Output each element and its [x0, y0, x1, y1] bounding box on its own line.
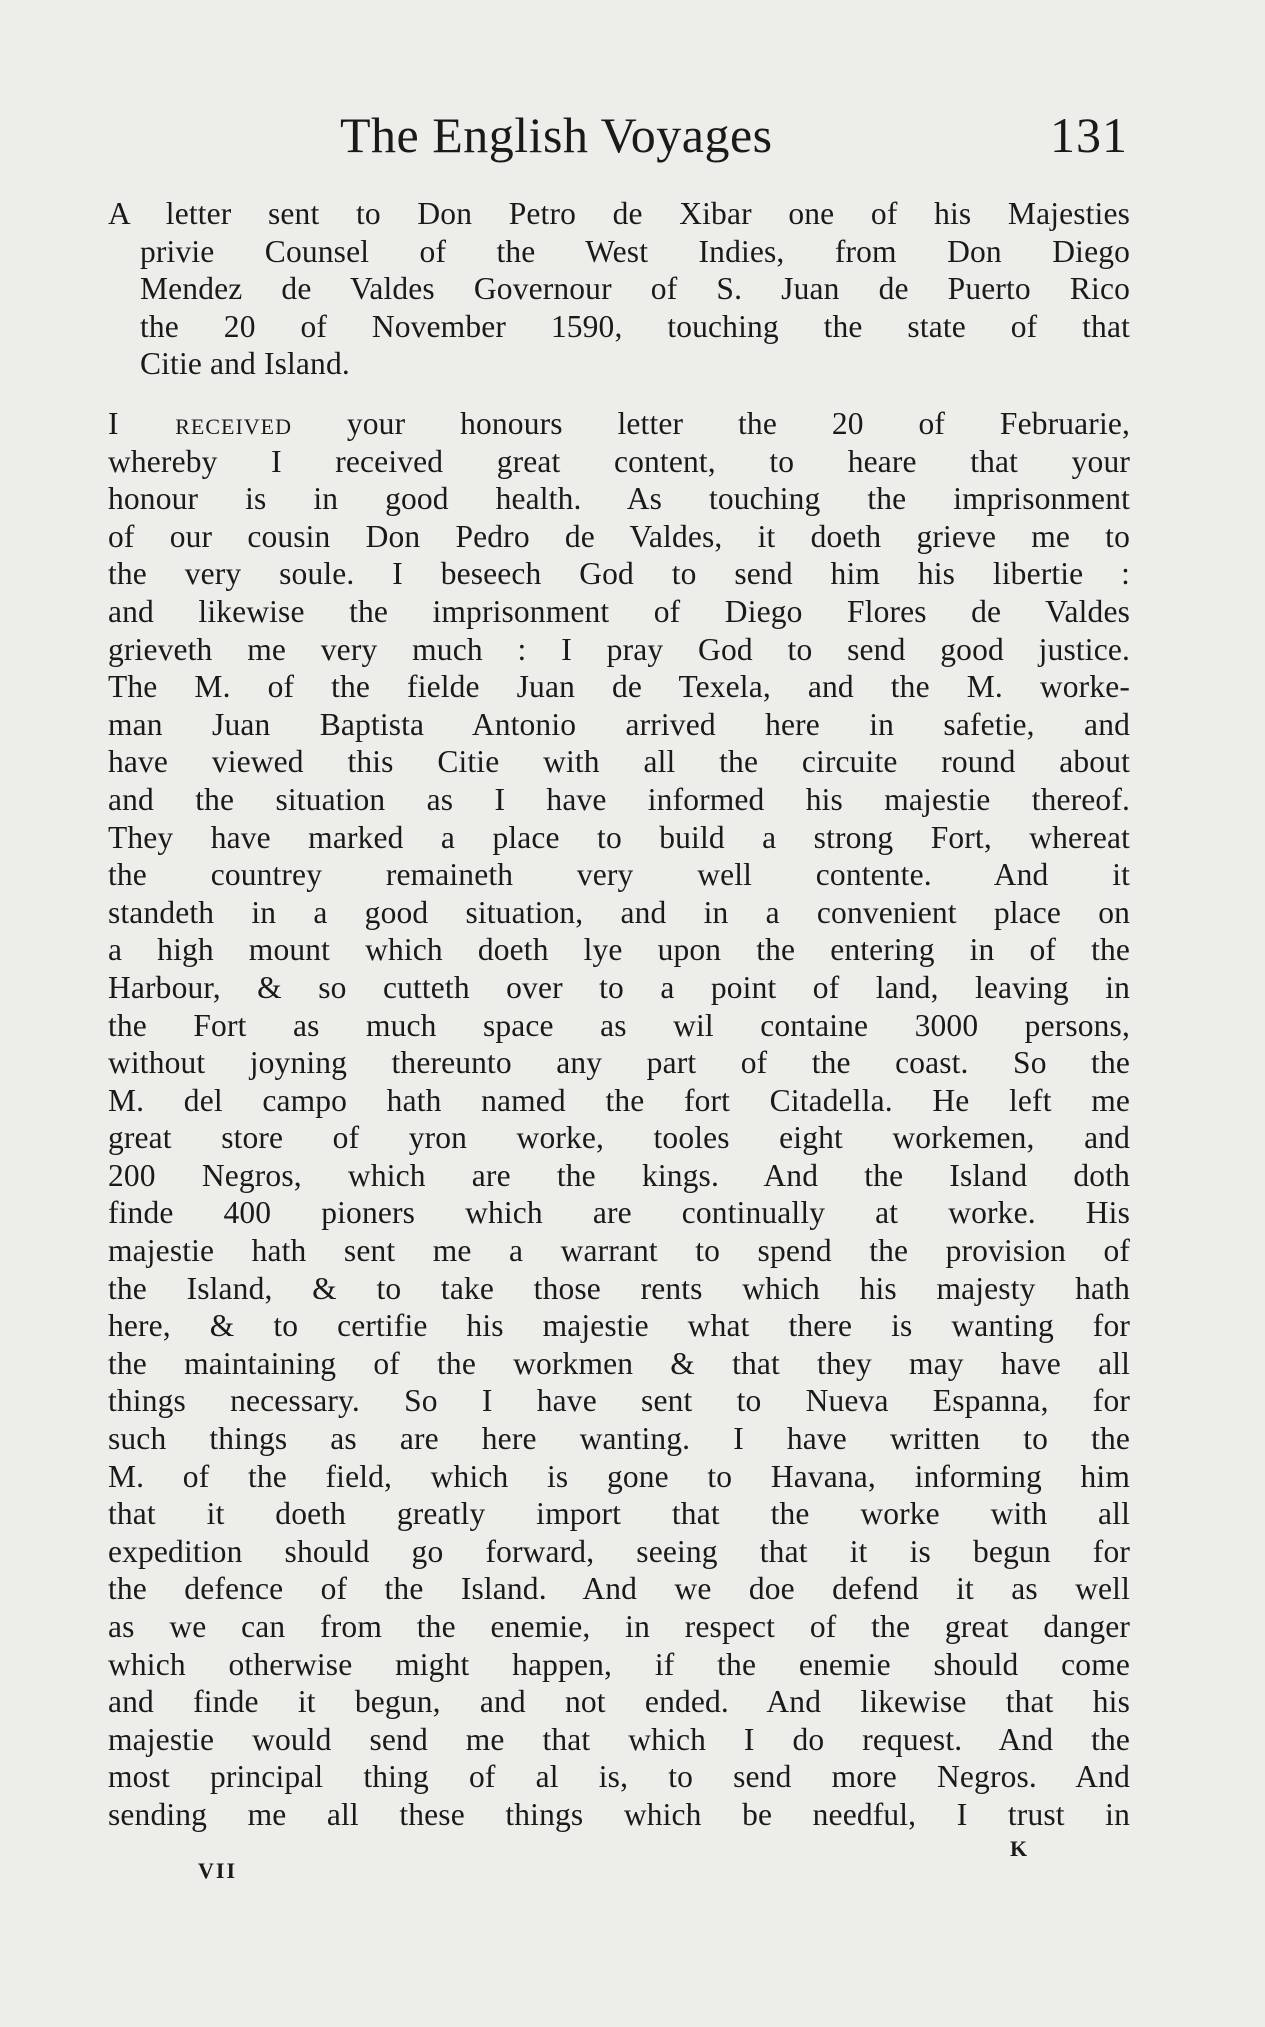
letter-line: most principal thing of al is, to send more Negros. And [108, 1759, 1130, 1795]
letter-line: which otherwise might happen, if the enemie should come [108, 1646, 1130, 1682]
first-line-text: your honours letter the 20 of Februarie, [292, 406, 1130, 441]
letter-line: M. of the field, which is gone to Havana, informing him [108, 1458, 1130, 1494]
letter-line: the maintaining of the workmen & that they may have all [108, 1345, 1130, 1381]
letter-line: majestie would send me that which I do request. And the [108, 1721, 1130, 1757]
catchword-mark: K [1010, 1836, 1028, 1861]
letter-line: that it doeth greatly import that the worke with all [108, 1496, 1130, 1532]
page-number: 131 [1050, 107, 1128, 163]
letter-line: 200 Negros, which are the kings. And the Island doth [108, 1157, 1130, 1193]
letter-line: great store of yron worke, tooles eight workemen, and [108, 1120, 1130, 1156]
letter-line: a high mount which doeth lye upon the entering in of the [108, 932, 1130, 968]
letter-line: man Juan Baptista Antonio arrived here in safetie, and [108, 706, 1130, 742]
letter-line: sending me all these things which be needful, I trust in [108, 1796, 1130, 1832]
letter-line: such things as are here wanting. I have written to the [108, 1421, 1130, 1457]
letter-line: majestie hath sent me a warrant to spend the provision of [108, 1233, 1130, 1269]
letter-line: Harbour, & so cutteth over to a point of land, leaving in [108, 969, 1130, 1005]
letter-line: grieveth me very much : I pray God to send good justice. [108, 631, 1130, 667]
signature-mark: VII [198, 1858, 238, 1883]
letter-line: the very soule. I beseech God to send him his libertie : [108, 556, 1130, 592]
letter-line: the countrey remaineth very well contente. And it [108, 857, 1130, 893]
heading-line: Mendez de Valdes Governour of S. Juan de Puerto Rico [140, 271, 1130, 306]
heading-line: A letter sent to Don Petro de Xibar one of his Majesties [108, 196, 1130, 231]
page-header [0, 105, 1265, 175]
letter-line: and likewise the imprisonment of Diego Flores de Valdes [108, 593, 1130, 629]
letter-line: of our cousin Don Pedro de Valdes, it doeth grieve me to [108, 518, 1130, 554]
letter-heading [108, 195, 1130, 383]
letter-line: They have marked a place to build a strong Fort, whereat [108, 819, 1130, 855]
letter-line: and the situation as I have informed his majestie thereof. [108, 781, 1130, 817]
heading-line: Citie and Island. [140, 346, 350, 381]
letter-line: standeth in a good situation, and in a convenient place on [108, 894, 1130, 930]
letter-line: The M. of the fielde Juan de Texela, and the M. worke- [108, 669, 1130, 705]
letter-line: finde 400 pioners which are continually at worke. His [108, 1195, 1130, 1231]
letter-line: as we can from the enemie, in respect of the great danger [108, 1609, 1130, 1644]
letter-line: and finde it begun, and not ended. And likewise that his [108, 1684, 1130, 1720]
letter-line: without joyning thereunto any part of the coast. So the [108, 1045, 1130, 1081]
letter-line: the Fort as much space as wil containe 3000 persons, [108, 1007, 1130, 1043]
letter-body [108, 405, 1130, 1834]
letter-line: M. del campo hath named the fort Citadella. He left me [108, 1082, 1130, 1118]
letter-line: things necessary. So I have sent to Nueva Espanna, for [108, 1383, 1130, 1419]
running-title: The English Voyages [340, 107, 773, 163]
opening-words: I received [108, 406, 292, 441]
letter-first-line [108, 405, 1130, 443]
letter-line: have viewed this Citie with all the circuite round about [108, 744, 1130, 780]
letter-line: the defence of the Island. And we doe defend it as well [108, 1571, 1130, 1607]
letter-line: expedition should go forward, seeing that it is begun for [108, 1533, 1130, 1569]
letter-line: the Island, & to take those rents which his majesty hath [108, 1270, 1130, 1306]
letter-line: honour is in good health. As touching the imprisonment [108, 481, 1130, 517]
heading-line: the 20 of November 1590, touching the state of that [140, 308, 1130, 344]
heading-line: privie Counsel of the West Indies, from Don Diego [140, 233, 1130, 269]
letter-line: here, & to certifie his majestie what there is wanting for [108, 1308, 1130, 1344]
letter-line: whereby I received great content, to heare that your [108, 443, 1130, 479]
